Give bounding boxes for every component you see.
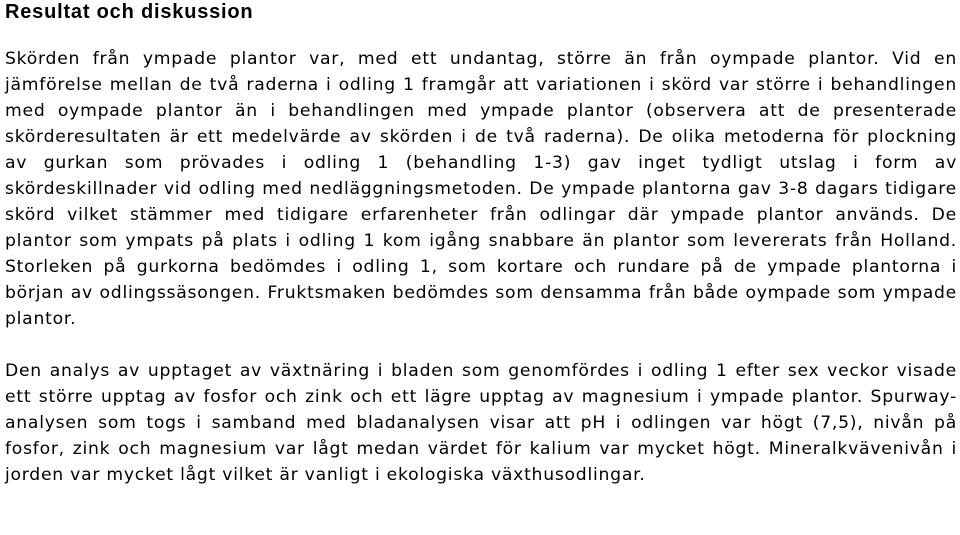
section-heading: Resultat och diskussion xyxy=(5,1,254,23)
document-page xyxy=(5,0,957,488)
paragraph-nutrient-analysis: Den analys av upptaget av växtnäring i bladen som genomfördes i odling 1 efter sex veckor visade ett större upptag av fosfor och zink och ett lägre upptag av magnesium i ympade plantor. Spurway-analysen som togs i samband med bladanalysen visar att pH i odlingen var högt (7,5), nivån på fosfor, zink och magnesium var lågt medan värdet för kalium var mycket högt. Mineralkvävenivån i jorden var mycket lågt vilket är vanligt i ekologiska växthusodlingar. xyxy=(5,361,957,485)
paragraph-harvest-results: Skörden från ympade plantor var, med ett undantag, större än från oympade plantor. Vid en jämförelse mellan de två raderna i odling 1 framgår att variationen i skörd var större i behandlingen med oympade plantor än i behandlingen med ympade plantor (observera att de presenterade skörderesultaten är ett medelvärde av skörden i de två raderna). De olika metoderna för plockning av gurkan som prövades i odling 1 (behandling 1-3) gav inget tydligt utslag i form av skördeskillnader vid odling med nedläggningsmetoden. De ympade plantorna gav 3-8 dagars tidigare skörd vilket stämmer med tidigare erfarenheter från odlingar där ympade plantor används. De plantor som ympats på plats i odling 1 kom igång snabbare än plantor som levererats från Holland. Storleken på gurkorna bedömdes i odling 1, som kortare och rundare på de ympade plantorna i början av odlingssäsongen. Fruktsmaken bedömdes som densamma från både oympade som ympade plantor. xyxy=(5,49,957,329)
